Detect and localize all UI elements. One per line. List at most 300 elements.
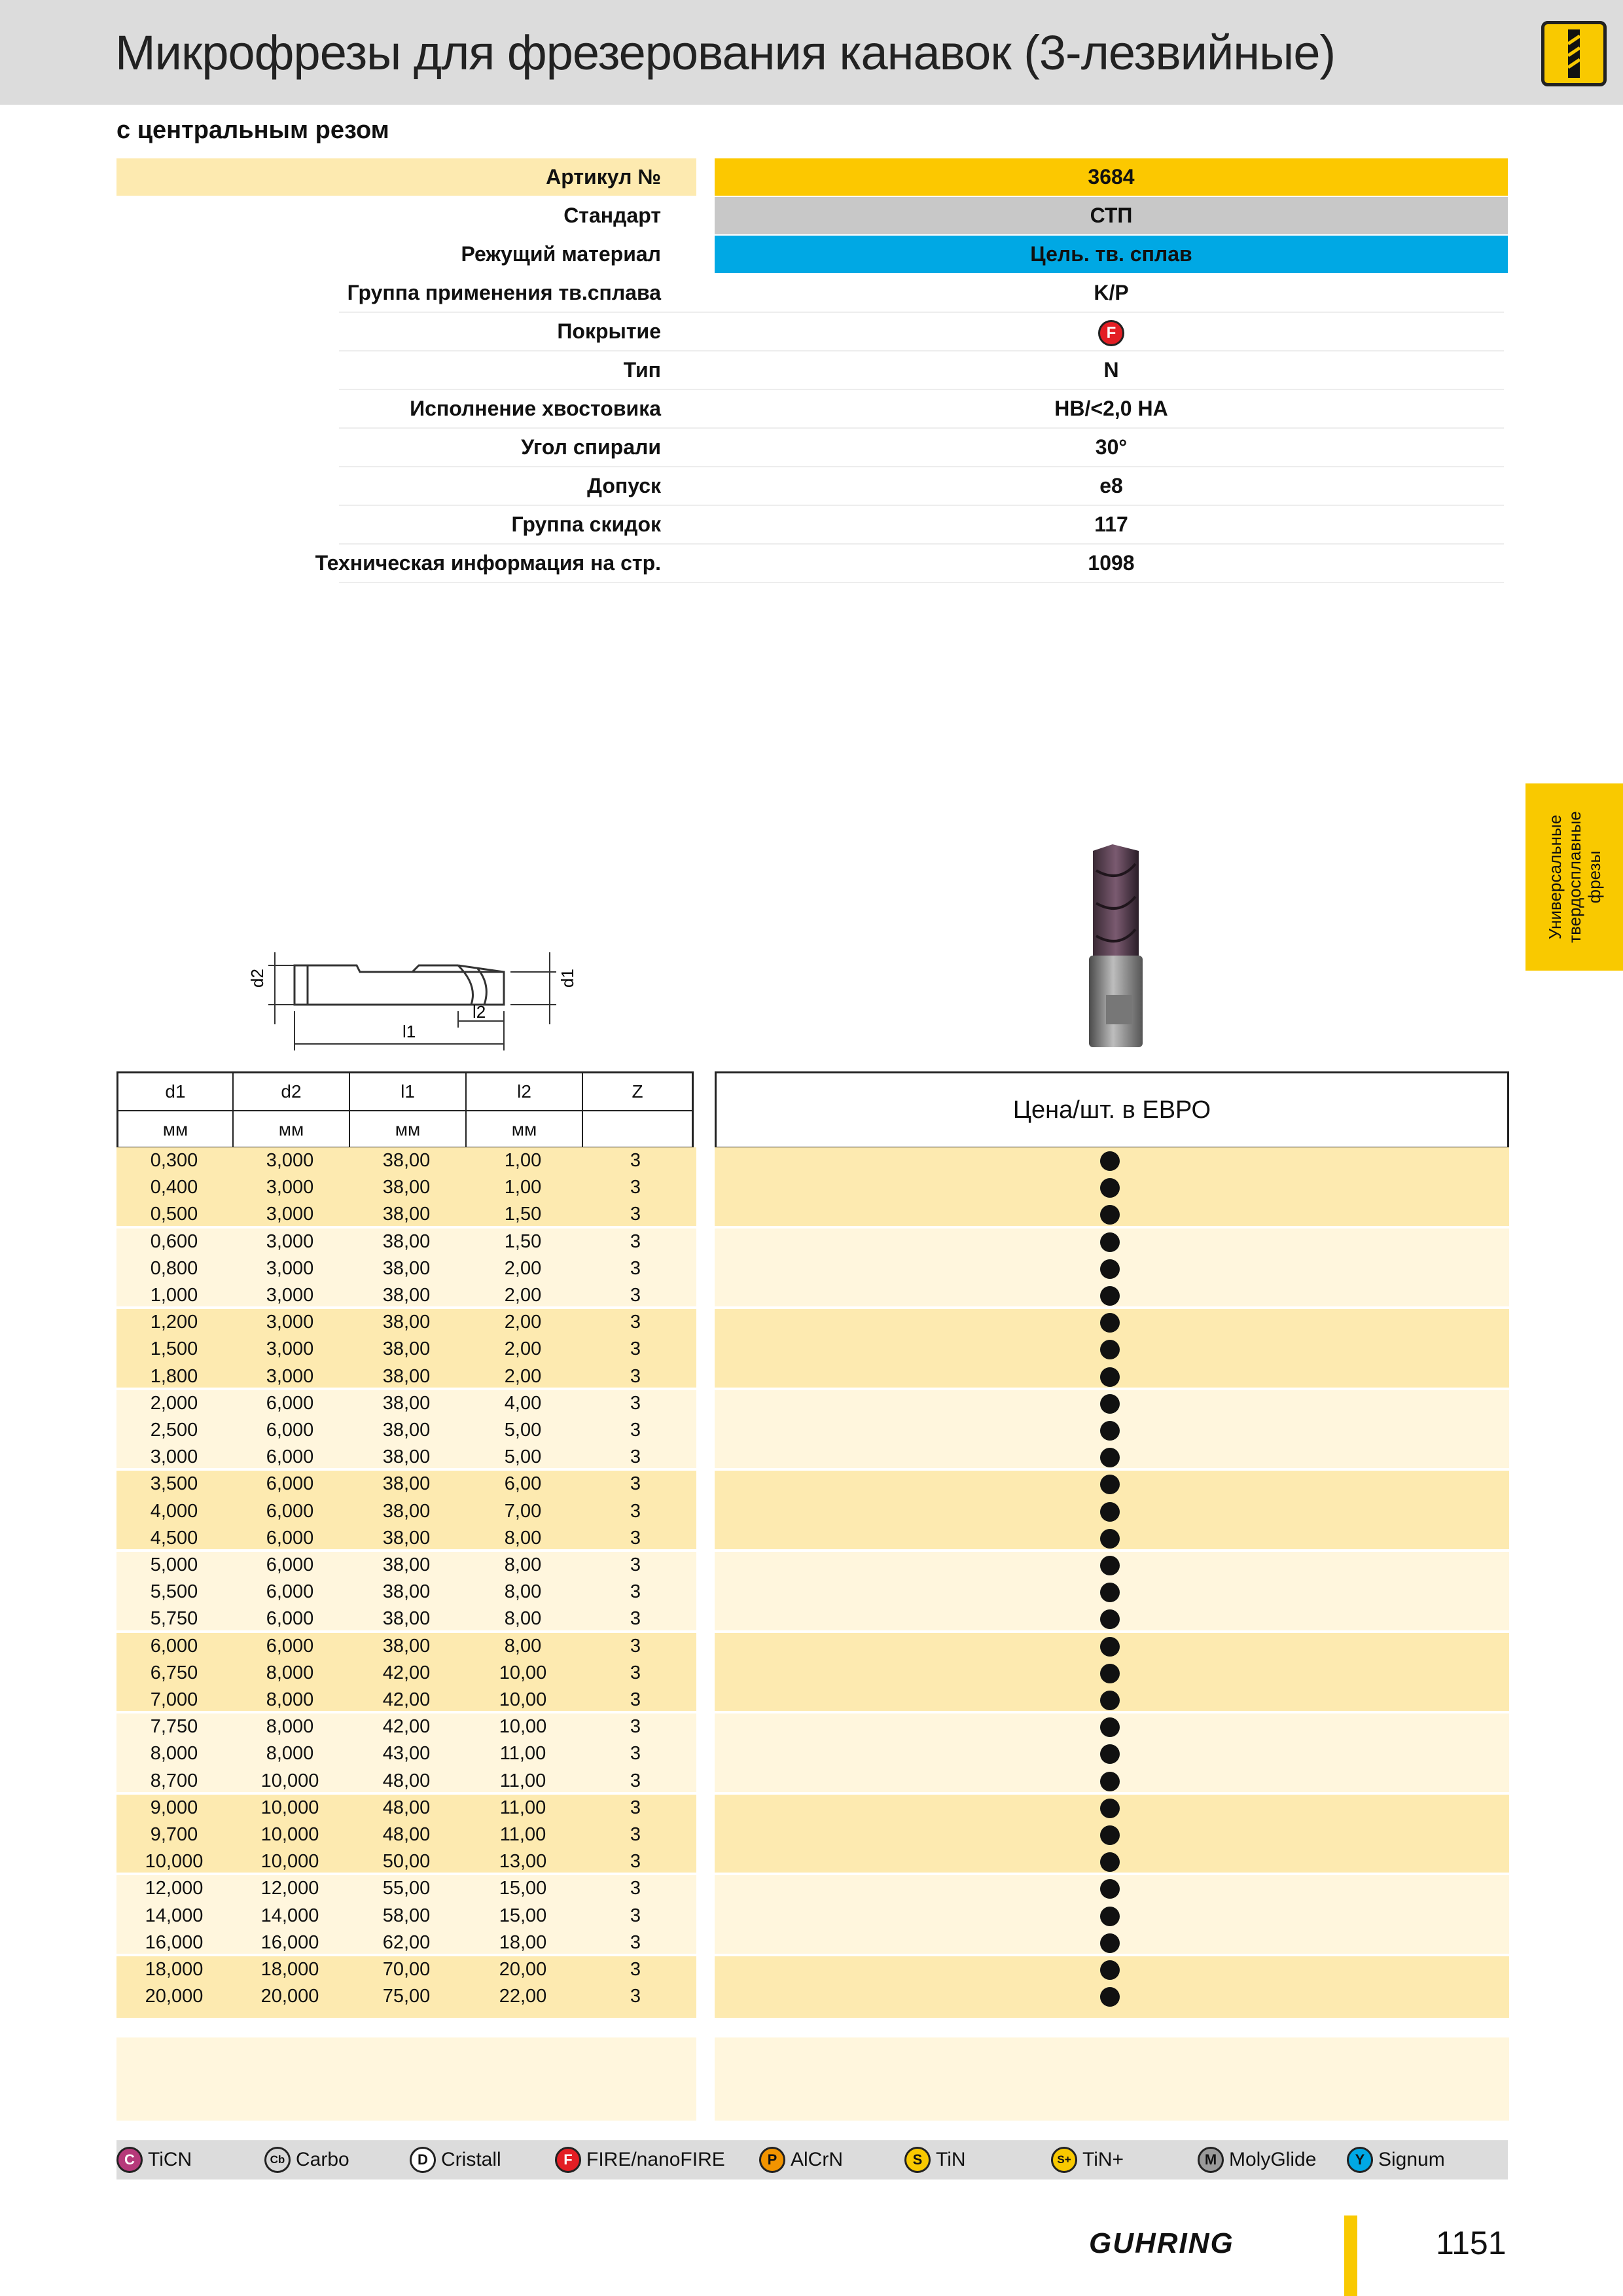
table-cell: 6,750 — [150, 1662, 198, 1683]
table-cell: 8,00 — [504, 1554, 542, 1575]
column-unit — [583, 1111, 692, 1148]
coating-badge-icon: M — [1198, 2147, 1224, 2173]
availability-dot-icon — [1100, 1421, 1120, 1441]
table-row — [116, 1848, 696, 1875]
table-cell: 3 — [630, 1905, 641, 1926]
table-cell: 3,000 — [266, 1230, 314, 1252]
table-cell: 58,00 — [382, 1905, 431, 1926]
table-cell: 5,000 — [150, 1554, 198, 1575]
table-cell: 38,00 — [382, 1338, 431, 1360]
spec-row — [116, 467, 1508, 506]
table-cell: 9,000 — [150, 1797, 198, 1818]
table-cell: 10,000 — [260, 1797, 319, 1818]
coating-label: Carbo — [296, 2149, 349, 2170]
availability-dot-icon — [1100, 1259, 1120, 1279]
availability-dot-icon — [1100, 1151, 1120, 1171]
table-cell: 3 — [630, 1338, 641, 1360]
spec-label: Режущий материал — [461, 242, 661, 266]
table-row — [116, 1363, 696, 1390]
table-cell: 6,000 — [266, 1554, 314, 1575]
coating-legend-item — [1051, 2147, 1124, 2173]
table-cell: 3,000 — [266, 1285, 314, 1306]
table-cell: 2,000 — [150, 1392, 198, 1414]
column-header: d2 — [234, 1073, 350, 1110]
availability-dot-icon — [1100, 1717, 1120, 1737]
table-cell: 38,00 — [382, 1230, 431, 1252]
table-cell: 2,500 — [150, 1420, 198, 1441]
coating-label: Cristall — [441, 2149, 501, 2170]
table-cell: 3 — [630, 1770, 641, 1791]
availability-dot-icon — [1100, 1933, 1120, 1953]
spec-value: K/P — [1094, 281, 1129, 304]
table-cell: 6,000 — [150, 1635, 198, 1657]
table-cell: 1,500 — [150, 1338, 198, 1360]
table-cell: 2,00 — [504, 1285, 542, 1306]
coating-badge-icon: Cb — [264, 2147, 291, 2173]
table-row — [116, 1229, 696, 1255]
table-row — [116, 1336, 696, 1363]
table-cell: 70,00 — [382, 1959, 431, 1980]
table-cell: 75,00 — [382, 1986, 431, 2007]
table-cell: 3 — [630, 1312, 641, 1333]
brand-logo: GUHRING — [1089, 2227, 1234, 2259]
table-cell: 3,000 — [266, 1365, 314, 1387]
table-cell: 38,00 — [382, 1446, 431, 1468]
coating-label: FIRE/nanoFIRE — [586, 2149, 725, 2170]
availability-dot-icon — [1100, 1637, 1120, 1657]
coating-badge-icon: S+ — [1051, 2147, 1077, 2173]
table-row — [116, 1444, 696, 1471]
availability-dot-icon — [1100, 1178, 1120, 1198]
table-cell: 38,00 — [382, 1635, 431, 1657]
table-cell: 3 — [630, 1986, 641, 2007]
table-cell: 8,00 — [504, 1527, 542, 1549]
coating-legend-item — [904, 2147, 966, 2173]
page-header — [0, 0, 1623, 105]
spec-label: Группа применения тв.сплава — [347, 281, 661, 304]
table-cell: 3 — [630, 1392, 641, 1414]
table-row — [116, 1687, 696, 1713]
table-cell: 38,00 — [382, 1150, 431, 1171]
table-cell: 5,500 — [150, 1581, 198, 1603]
table-cell: 0,300 — [150, 1150, 198, 1171]
table-cell: 11,00 — [499, 1743, 546, 1765]
table-cell: 14,000 — [260, 1905, 319, 1926]
table-cell: 48,00 — [382, 1797, 431, 1818]
table-row — [116, 1929, 696, 1956]
availability-dot-icon — [1100, 1664, 1120, 1683]
table-cell: 3,000 — [266, 1204, 314, 1225]
table-cell: 38,00 — [382, 1177, 431, 1198]
table-cell: 20,00 — [499, 1959, 547, 1980]
table-row — [116, 1768, 696, 1795]
availability-dot-icon — [1100, 1960, 1120, 1980]
spec-value: 30° — [1095, 435, 1128, 459]
table-row — [116, 1525, 696, 1552]
availability-dot-icon — [1100, 1367, 1120, 1387]
price-footer-spacer — [715, 2037, 1509, 2121]
column-header: l1 — [350, 1073, 467, 1110]
spec-value: СТП — [715, 197, 1508, 234]
table-cell: 5,00 — [504, 1420, 542, 1441]
spec-label: Группа скидок — [511, 512, 661, 536]
side-tab-label: Универсальные твердосплавные фрезы — [1545, 811, 1604, 943]
table-row — [116, 1903, 696, 1929]
table-cell: 3 — [630, 1527, 641, 1549]
spec-value: 1098 — [1088, 551, 1135, 575]
table-cell: 3 — [630, 1716, 641, 1738]
table-cell: 18,000 — [260, 1959, 319, 1980]
coating-legend-item — [1198, 2147, 1316, 2173]
table-cell: 15,00 — [499, 1878, 547, 1899]
spec-row — [116, 313, 1508, 351]
table-cell: 1,800 — [150, 1365, 198, 1387]
table-cell: 10,000 — [260, 1770, 319, 1791]
table-cell: 43,00 — [382, 1743, 431, 1765]
table-cell: 6,000 — [266, 1446, 314, 1468]
table-cell: 38,00 — [382, 1204, 431, 1225]
spec-value — [715, 313, 1508, 350]
table-row — [116, 1147, 696, 1174]
coating-badge-icon: Y — [1347, 2147, 1373, 2173]
table-cell: 3 — [630, 1365, 641, 1387]
table-cell: 3,500 — [150, 1473, 198, 1495]
table-footer-spacer — [116, 2037, 696, 2121]
table-row — [116, 1713, 696, 1740]
table-cell: 8,000 — [266, 1743, 314, 1765]
spec-row — [116, 351, 1508, 390]
spec-value: 117 — [1094, 512, 1128, 536]
spec-divider — [339, 582, 1504, 583]
table-cell: 3 — [630, 1473, 641, 1495]
table-cell: 42,00 — [382, 1662, 431, 1683]
table-cell: 3 — [630, 1446, 641, 1468]
spec-label: Артикул № — [116, 158, 696, 196]
end-mill-photo — [1080, 844, 1152, 1054]
table-cell: 3,000 — [266, 1257, 314, 1279]
column-unit: мм — [350, 1111, 467, 1148]
page-subtitle: с центральным резом — [116, 117, 389, 144]
table-cell: 7,750 — [150, 1716, 198, 1738]
table-cell: 22,00 — [499, 1986, 547, 2007]
drill-logo-icon — [1541, 21, 1607, 86]
table-cell: 3 — [630, 1931, 641, 1953]
availability-dot-icon — [1100, 1772, 1120, 1791]
table-cell: 7,000 — [150, 1689, 198, 1710]
table-cell: 3 — [630, 1581, 641, 1603]
coating-badge-icon: F — [555, 2147, 581, 2173]
table-cell: 2,00 — [504, 1365, 542, 1387]
coating-badge-icon: C — [116, 2147, 143, 2173]
table-row — [116, 1174, 696, 1201]
availability-dot-icon — [1100, 1448, 1120, 1467]
table-row — [116, 1471, 696, 1498]
table-row — [116, 1309, 696, 1336]
column-header: l2 — [467, 1073, 583, 1110]
table-cell: 11,00 — [499, 1797, 546, 1818]
availability-dot-icon — [1100, 1852, 1120, 1872]
spec-label: Стандарт — [563, 204, 661, 227]
table-cell: 38,00 — [382, 1527, 431, 1549]
table-cell: 5,750 — [150, 1608, 198, 1630]
table-cell: 8,000 — [266, 1689, 314, 1710]
coating-legend-item — [410, 2147, 501, 2173]
table-cell: 3 — [630, 1635, 641, 1657]
table-row — [116, 1740, 696, 1767]
table-cell: 38,00 — [382, 1608, 431, 1630]
table-cell: 1,000 — [150, 1285, 198, 1306]
table-cell: 1,00 — [504, 1150, 542, 1171]
table-cell: 8,00 — [504, 1608, 542, 1630]
table-cell: 8,000 — [266, 1662, 314, 1683]
dimensions-table-header — [116, 1071, 694, 1149]
availability-dot-icon — [1100, 1691, 1120, 1710]
table-cell: 9,700 — [150, 1824, 198, 1845]
table-cell: 3 — [630, 1662, 641, 1683]
spec-label: Техническая информация на стр. — [315, 551, 661, 575]
table-cell: 38,00 — [382, 1312, 431, 1333]
end-mill-drawing — [242, 933, 582, 1057]
table-cell: 1,50 — [504, 1204, 542, 1225]
table-cell: 6,000 — [266, 1500, 314, 1522]
availability-dot-icon — [1100, 1502, 1120, 1522]
coating-label: Signum — [1378, 2149, 1445, 2170]
table-cell: 1,00 — [504, 1177, 542, 1198]
column-unit: мм — [234, 1111, 350, 1148]
availability-dot-icon — [1100, 1907, 1120, 1926]
table-cell: 2,00 — [504, 1338, 542, 1360]
table-cell: 38,00 — [382, 1554, 431, 1575]
table-cell: 8,000 — [150, 1743, 198, 1765]
table-row — [116, 1983, 696, 2010]
spec-row — [116, 158, 1508, 197]
table-cell: 48,00 — [382, 1770, 431, 1791]
table-cell: 3 — [630, 1150, 641, 1171]
table-cell: 3,000 — [266, 1177, 314, 1198]
table-cell: 3 — [630, 1608, 641, 1630]
availability-dot-icon — [1100, 1286, 1120, 1306]
spec-row — [116, 274, 1508, 313]
table-cell: 7,00 — [504, 1500, 542, 1522]
coating-legend-item — [116, 2147, 192, 2173]
table-cell: 6,00 — [504, 1473, 542, 1495]
table-cell: 3 — [630, 1554, 641, 1575]
table-cell: 3,000 — [266, 1312, 314, 1333]
dim-d1-label: d1 — [558, 969, 577, 988]
table-cell: 0,800 — [150, 1257, 198, 1279]
table-cell: 3 — [630, 1824, 641, 1845]
spec-row — [116, 236, 1508, 274]
table-row — [116, 1417, 696, 1444]
table-cell: 18,000 — [145, 1959, 204, 1980]
table-cell: 6,000 — [266, 1392, 314, 1414]
table-cell: 3 — [630, 1500, 641, 1522]
coating-label: TiN — [936, 2149, 966, 2170]
spec-value: Цель. тв. сплав — [715, 236, 1508, 273]
table-cell: 38,00 — [382, 1500, 431, 1522]
spec-value: 3684 — [715, 158, 1508, 196]
spec-row — [116, 506, 1508, 545]
table-cell: 10,00 — [499, 1662, 547, 1683]
table-cell: 4,000 — [150, 1500, 198, 1522]
availability-dot-icon — [1100, 1556, 1120, 1575]
table-cell: 10,000 — [260, 1824, 319, 1845]
table-cell: 8,000 — [266, 1716, 314, 1738]
table-cell: 20,000 — [145, 1986, 204, 2007]
table-row — [116, 1821, 696, 1848]
table-cell: 42,00 — [382, 1689, 431, 1710]
table-row — [116, 1956, 696, 1983]
spec-row — [116, 429, 1508, 467]
spec-label: Тип — [623, 358, 661, 382]
table-cell: 15,00 — [499, 1905, 547, 1926]
table-cell: 50,00 — [382, 1851, 431, 1873]
table-cell: 14,000 — [145, 1905, 204, 1926]
table-cell: 3 — [630, 1743, 641, 1765]
table-cell: 8,00 — [504, 1635, 542, 1657]
table-cell: 55,00 — [382, 1878, 431, 1899]
table-cell: 0,400 — [150, 1177, 198, 1198]
table-cell: 48,00 — [382, 1824, 431, 1845]
spec-value: N — [1103, 358, 1119, 382]
table-row — [116, 1390, 696, 1417]
spec-row — [116, 197, 1508, 236]
table-cell: 3 — [630, 1177, 641, 1198]
table-row — [116, 1579, 696, 1605]
availability-dot-icon — [1100, 1987, 1120, 2007]
table-cell: 6,000 — [266, 1473, 314, 1495]
table-row — [116, 1660, 696, 1687]
table-cell: 10,000 — [145, 1851, 204, 1873]
table-cell: 38,00 — [382, 1285, 431, 1306]
spec-label: Исполнение хвостовика — [410, 397, 661, 420]
table-cell: 2,00 — [504, 1312, 542, 1333]
coating-badge-icon: S — [904, 2147, 931, 2173]
coating-badge-icon: D — [410, 2147, 436, 2173]
table-row — [116, 1875, 696, 1902]
table-row — [116, 1255, 696, 1282]
table-cell: 5,00 — [504, 1446, 542, 1468]
coating-legend-item — [759, 2147, 843, 2173]
availability-dot-icon — [1100, 1529, 1120, 1549]
availability-dot-icon — [1100, 1583, 1120, 1602]
table-cell: 3 — [630, 1851, 641, 1873]
table-row — [116, 1201, 696, 1228]
spec-label: Угол спирали — [521, 435, 661, 459]
column-header: d1 — [118, 1073, 234, 1110]
spec-value: e8 — [1099, 474, 1123, 497]
table-cell: 8,700 — [150, 1770, 198, 1791]
table-cell: 3 — [630, 1420, 641, 1441]
table-cell: 1,200 — [150, 1312, 198, 1333]
table-cell: 38,00 — [382, 1392, 431, 1414]
table-cell: 3 — [630, 1204, 641, 1225]
table-row — [116, 1552, 696, 1579]
table-row — [116, 1795, 696, 1821]
availability-dot-icon — [1100, 1799, 1120, 1818]
table-cell: 38,00 — [382, 1257, 431, 1279]
column-unit: мм — [467, 1111, 583, 1148]
table-cell: 38,00 — [382, 1420, 431, 1441]
table-cell: 0,600 — [150, 1230, 198, 1252]
coating-legend — [116, 2140, 1508, 2179]
table-cell: 6,000 — [266, 1581, 314, 1603]
table-cell: 11,00 — [499, 1770, 546, 1791]
coating-legend-item — [555, 2147, 725, 2173]
column-header: Z — [632, 1081, 643, 1102]
table-cell: 4,500 — [150, 1527, 198, 1549]
table-cell: 10,000 — [260, 1851, 319, 1873]
table-cell: 3 — [630, 1230, 641, 1252]
dim-l2-label: l2 — [473, 1002, 486, 1022]
table-cell: 20,000 — [260, 1986, 319, 2007]
spec-row — [116, 390, 1508, 429]
table-cell: 38,00 — [382, 1365, 431, 1387]
availability-dot-icon — [1100, 1394, 1120, 1414]
table-cell: 6,000 — [266, 1608, 314, 1630]
table-cell: 16,000 — [260, 1931, 319, 1953]
spec-label: Покрытие — [557, 319, 661, 343]
page-number: 1151 — [1436, 2225, 1507, 2261]
table-row — [116, 1282, 696, 1309]
price-column-header: Цена/шт. в ЕВРО — [715, 1071, 1509, 1149]
table-cell: 11,00 — [499, 1824, 546, 1845]
table-row — [116, 1605, 696, 1632]
table-cell: 62,00 — [382, 1931, 431, 1953]
section-side-tab[interactable] — [1525, 783, 1623, 971]
table-cell: 3 — [630, 1878, 641, 1899]
coating-legend-item — [1347, 2147, 1445, 2173]
table-cell: 3 — [630, 1257, 641, 1279]
table-row — [116, 1633, 696, 1660]
coating-fire-icon: F — [1098, 320, 1124, 346]
table-cell: 38,00 — [382, 1581, 431, 1603]
table-cell: 3 — [630, 1797, 641, 1818]
table-cell: 42,00 — [382, 1716, 431, 1738]
table-cell: 3,000 — [266, 1150, 314, 1171]
table-cell: 3 — [630, 1285, 641, 1306]
table-cell: 16,000 — [145, 1931, 204, 1953]
table-cell: 4,00 — [504, 1392, 542, 1414]
table-cell: 13,00 — [499, 1851, 547, 1873]
spec-label: Допуск — [587, 474, 661, 497]
table-cell: 2,00 — [504, 1257, 542, 1279]
table-cell: 6,000 — [266, 1527, 314, 1549]
table-cell: 8,00 — [504, 1581, 542, 1603]
availability-dot-icon — [1100, 1825, 1120, 1845]
availability-dot-icon — [1100, 1232, 1120, 1252]
coating-legend-item — [264, 2147, 349, 2173]
table-cell: 10,00 — [499, 1689, 547, 1710]
spec-row — [116, 545, 1508, 583]
table-cell: 12,000 — [260, 1878, 319, 1899]
table-cell: 3,000 — [266, 1338, 314, 1360]
table-cell: 3 — [630, 1689, 641, 1710]
coating-label: TiN+ — [1082, 2149, 1124, 2170]
table-cell: 0,500 — [150, 1204, 198, 1225]
table-cell: 3 — [630, 1959, 641, 1980]
dim-d2-label: d2 — [247, 969, 267, 988]
availability-dot-icon — [1100, 1313, 1120, 1333]
table-cell: 6,000 — [266, 1420, 314, 1441]
column-unit: мм — [118, 1111, 234, 1148]
coating-label: MolyGlide — [1229, 2149, 1317, 2170]
coating-badge-icon: P — [759, 2147, 785, 2173]
footer-accent-bar — [1344, 2215, 1357, 2296]
page-title: Микрофрезы для фрезерования канавок (3-лезвийные) — [115, 26, 1336, 80]
table-cell: 10,00 — [499, 1716, 547, 1738]
dim-l1-label: l1 — [402, 1022, 416, 1041]
